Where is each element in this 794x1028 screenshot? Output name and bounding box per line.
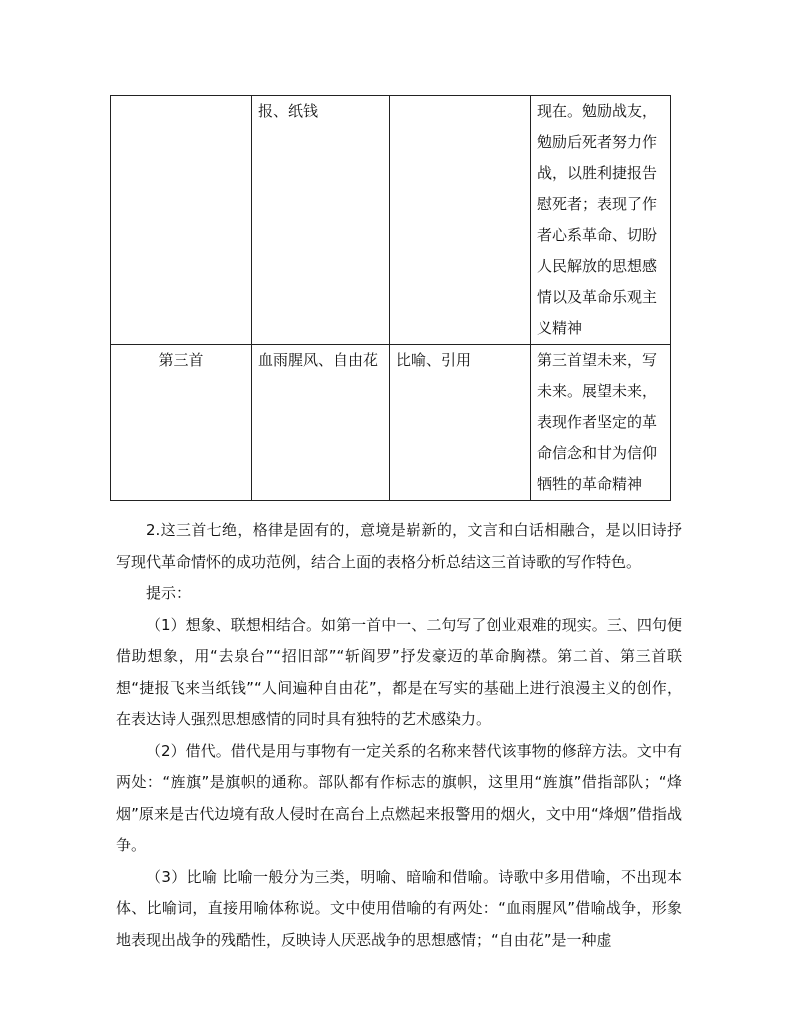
table-cell: 现在。勉励战友，勉励后死者努力作战，以胜利捷报告慰死者；表现了作者心系革命、切盼人民解放的思想感情以及革命乐观主义精神: [531, 96, 671, 345]
table-row: [111, 345, 671, 501]
analysis-table: [110, 95, 671, 501]
table-cell: 第三首: [111, 345, 252, 501]
table-cell: 第三首望未来，写未来。展望未来，表现作者坚定的革命信念和甘为信仰牺牲的革命精神: [531, 345, 671, 501]
answer-paragraph-1: （1）想象、联想相结合。如第一首中一、二句写了创业艰难的现实。三、四句便借助想象，用“去泉台”“招旧部”“斩阎罗”抒发豪迈的革命胸襟。第二首、第三首联想“捷报飞来当纸钱”“人间遍种自由花”，都是在写实的基础上进行浪漫主义的创作，在表达诗人强烈思想感情的同时具有独特的艺术感染力。: [116, 615, 682, 728]
table-row: [111, 96, 671, 345]
table-cell: 血雨腥风、自由花: [252, 345, 390, 501]
table-cell: 报、纸钱: [252, 96, 390, 345]
answer-paragraph-2: （2）借代。借代是用与事物有一定关系的名称来替代该事物的修辞方法。文中有两处：“旌旗”是旗帜的通称。部队都有作标志的旗帜，这里用“旌旗”借指部队；“烽烟”原来是古代边境有敌人侵时在高台上点燃起来报警用的烟火，文中用“烽烟”借指战争。: [116, 741, 682, 854]
hint-label: 提示：: [146, 584, 192, 602]
body-text: [116, 515, 682, 956]
question-paragraph: 2.这三首七绝，格律是固有的，意境是崭新的，文言和白话相融合，是以旧诗抒写现代革命情怀的成功范例，结合上面的表格分析总结这三首诗歌的写作特色。: [116, 521, 682, 571]
table-cell: [111, 96, 252, 345]
table-cell: 比喻、引用: [390, 345, 531, 501]
table-cell: [390, 96, 531, 345]
answer-paragraph-3: （3）比喻 比喻一般分为三类，明喻、暗喻和借喻。诗歌中多用借喻，不出现本体、比喻词，直接用喻体称说。文中使用借喻的有两处：“血雨腥风”借喻战争，形象地表现出战争的残酷性，反映诗人厌恶战争的思想感情；“自由花”是一种虚: [116, 867, 682, 949]
